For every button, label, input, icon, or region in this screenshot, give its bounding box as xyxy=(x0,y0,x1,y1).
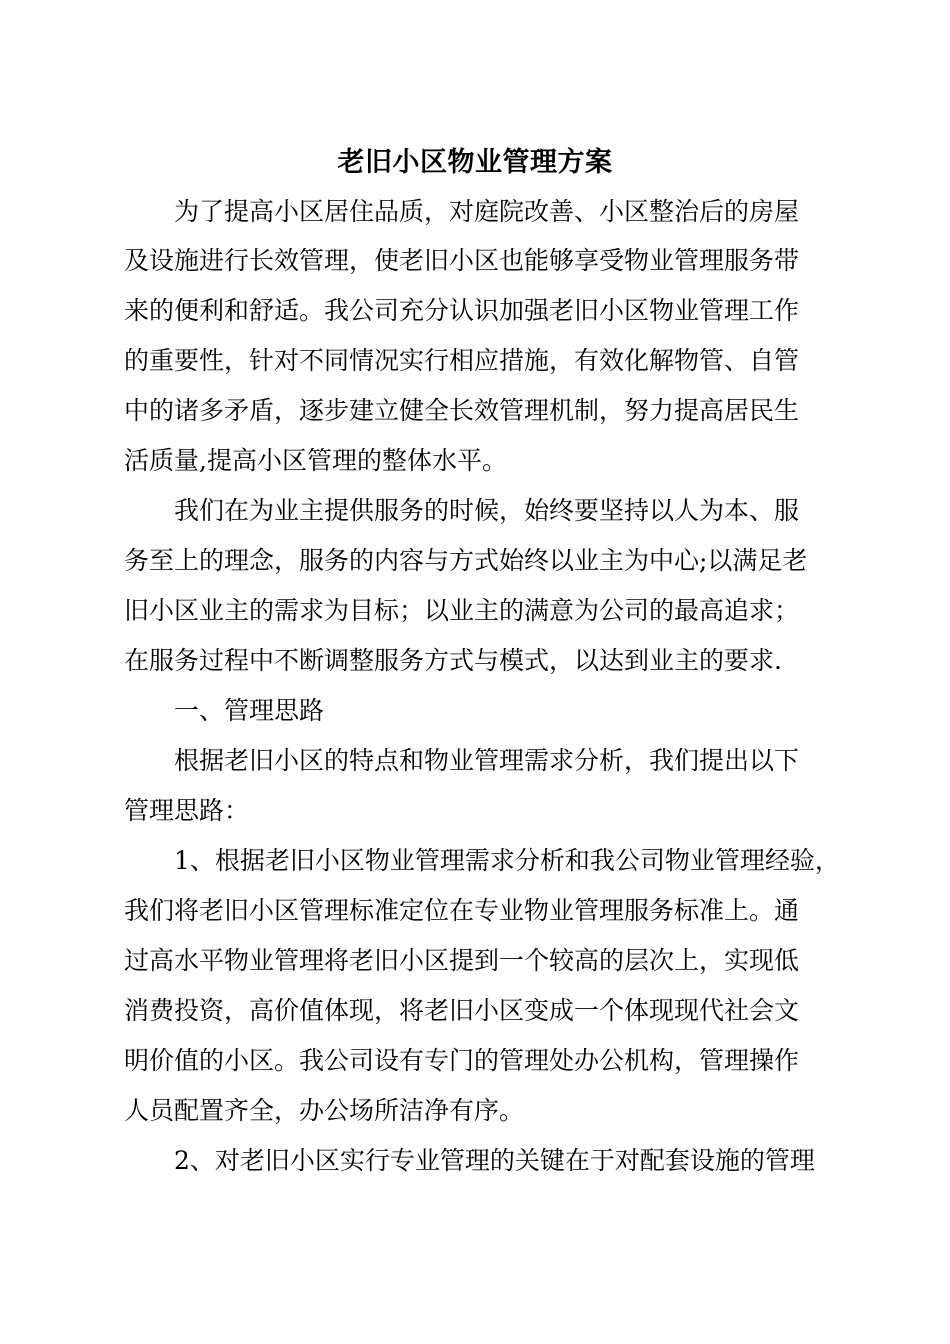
text-line: 过高水平物业管理将老旧小区提到一个较高的层次上，实现低 xyxy=(124,946,800,975)
text-line: 务至上的理念，服务的内容与方式始终以业主为中心;以满足老 xyxy=(124,546,808,575)
text-line: 中的诸多矛盾，逐步建立健全长效管理机制，努力提高居民生 xyxy=(124,396,800,425)
text-line: 为了提高小区居住品质，对庭院改善、小区整治后的房屋 xyxy=(174,197,800,226)
text-line: 在服务过程中不断调整服务方式与模式，以达到业主的要求. xyxy=(124,646,782,675)
text-line: 人员配置齐全，办公场所洁净有序。 xyxy=(124,1096,525,1125)
text-line: 明价值的小区。我公司设有专门的管理处办公机构，管理操作 xyxy=(124,1046,800,1075)
text-line: 我们将老旧小区管理标准定位在专业物业管理服务标准上。通 xyxy=(124,896,800,925)
text-line: 的重要性，针对不同情况实行相应措施，有效化解物管、自管 xyxy=(124,346,800,375)
section-heading: 一、管理思路 xyxy=(174,696,325,725)
text-line: 1、根据老旧小区物业管理需求分析和我公司物业管理经验， xyxy=(174,846,840,875)
text-line: 消费投资，高价值体现，将老旧小区变成一个体现现代社会文 xyxy=(124,996,800,1025)
text-line: 我们在为业主提供服务的时候，始终要坚持以人为本、服 xyxy=(174,496,800,525)
text-line: 2、对老旧小区实行专业管理的关键在于对配套设施的管理 xyxy=(174,1146,815,1175)
text-line: 根据老旧小区的特点和物业管理需求分析，我们提出以下 xyxy=(174,746,800,775)
text-line: 来的便利和舒适。我公司充分认识加强老旧小区物业管理工作 xyxy=(124,296,800,325)
text-line: 及设施进行长效管理，使老旧小区也能够享受物业管理服务带 xyxy=(124,246,800,275)
text-line: 旧小区业主的需求为目标；以业主的满意为公司的最高追求； xyxy=(124,596,800,625)
document-title: 老旧小区物业管理方案 xyxy=(337,147,613,178)
text-line: 活质量,提高小区管理的整体水平。 xyxy=(124,446,507,475)
text-line: 管理思路： xyxy=(124,796,250,825)
